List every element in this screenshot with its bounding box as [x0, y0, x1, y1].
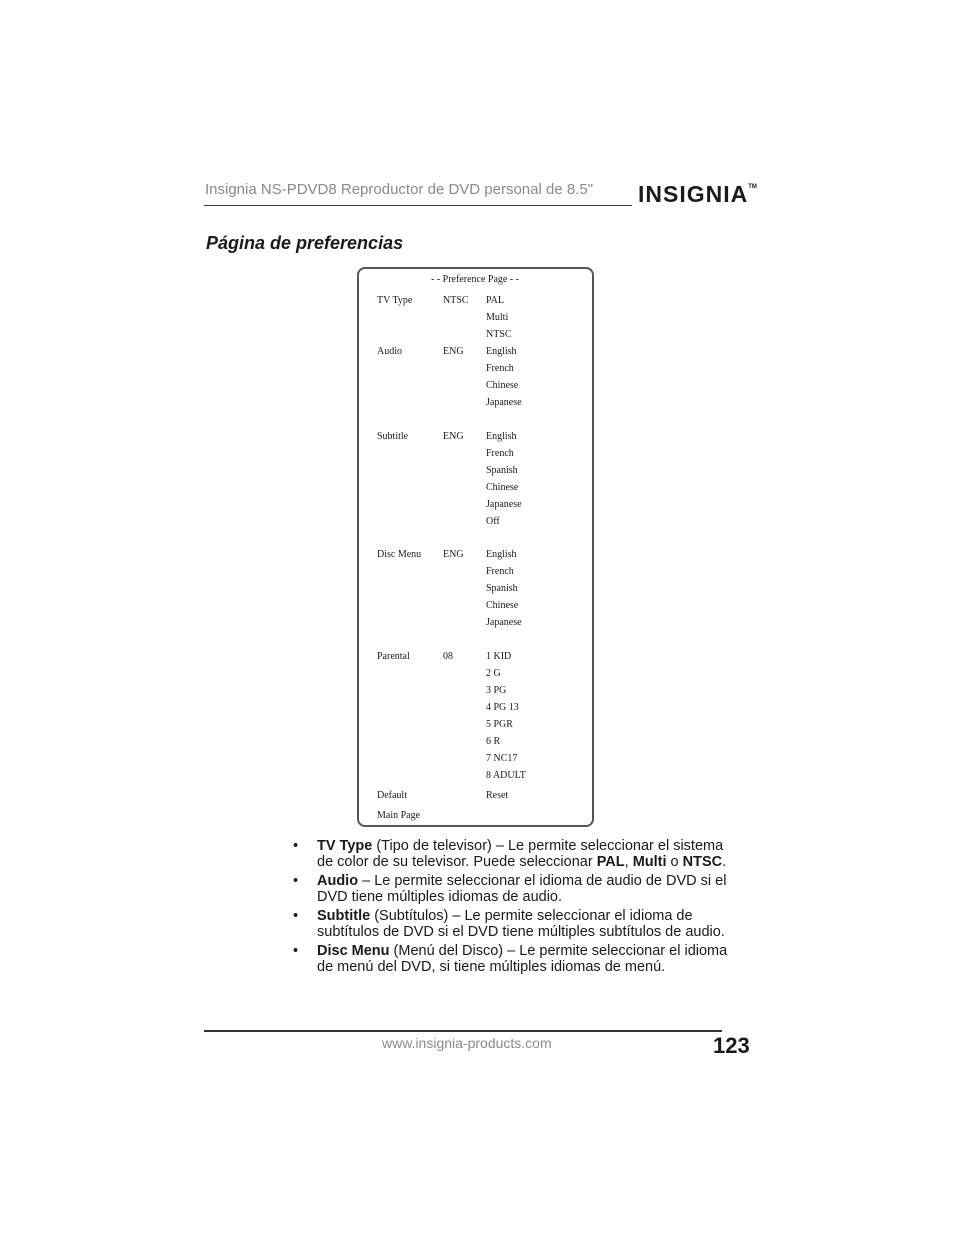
menu-row-option: 4 PG 13 [486, 702, 519, 713]
menu-row-option: Japanese [486, 397, 522, 408]
menu-row-current-value: NTSC [443, 295, 469, 306]
logo-text: INSIGNIA [638, 181, 749, 207]
menu-row-option: Reset [486, 790, 509, 801]
bullet-text: (Tipo de televisor) – Le permite seleccionar el sistema de color de su televisor. Puede seleccionar [317, 838, 724, 870]
footer-rule [204, 1030, 722, 1032]
menu-row-current-value: ENG [443, 549, 464, 560]
menu-title: - - Preference Page - - [431, 274, 520, 285]
logo-trademark: TM [748, 184, 757, 190]
menu-row-label: Default [377, 790, 407, 801]
menu-row-option: Japanese [486, 499, 522, 510]
bullet-dot-icon: • [293, 908, 299, 924]
bullet-item [293, 838, 743, 870]
bullet-text: (Subtítulos) – Le permite seleccionar el idioma de subtítulos de DVD si el DVD tiene múltiples subtítulos de audio. [317, 908, 725, 940]
bullet-text: , [624, 854, 633, 870]
menu-row-option: 2 G [486, 668, 501, 679]
menu-row-option: English [486, 431, 517, 442]
menu-row-option: 3 PG [486, 685, 507, 696]
menu-row-option: Chinese [486, 482, 519, 493]
section-heading: Página de preferencias [206, 233, 404, 253]
bullet-bold-term: NTSC [682, 854, 723, 870]
bullet-text: – Le permite seleccionar el idioma de audio de DVD si el DVD tiene múltiples idiomas de audio. [317, 873, 727, 905]
bullet-item [293, 908, 743, 940]
menu-row-label: Subtitle [377, 431, 409, 442]
menu-row-label: TV Type [377, 295, 413, 306]
menu-row-option: Spanish [486, 583, 518, 594]
bullet-item [293, 943, 743, 975]
menu-row-option: 8 ADULT [486, 770, 526, 781]
menu-row-label: Disc Menu [377, 549, 422, 560]
bullet-dot-icon: • [293, 838, 299, 854]
header-title: Insignia NS-PDVD8 Reproductor de DVD personal de 8.5" [205, 181, 594, 198]
menu-row-option: Spanish [486, 465, 518, 476]
menu-row-label: Parental [377, 651, 410, 662]
menu-row-option: 5 PGR [486, 719, 513, 730]
header-rule [204, 205, 632, 206]
bullet-bold-term: Multi [632, 854, 667, 870]
menu-row-label: Audio [377, 346, 402, 357]
menu-row-option: English [486, 346, 517, 357]
bullet-bold-term: Audio [317, 873, 359, 889]
bullet-dot-icon: • [293, 873, 299, 889]
bullet-bold-term: Disc Menu [317, 943, 390, 959]
menu-row-current-value: ENG [443, 431, 464, 442]
footer-url: www.insignia-products.com [382, 1035, 552, 1051]
menu-row-option: French [486, 448, 514, 459]
menu-row-option: PAL [486, 295, 504, 306]
bullet-bold-term: Subtitle [317, 908, 371, 924]
menu-row-option: NTSC [486, 329, 512, 340]
menu-row-option: Off [486, 516, 500, 527]
menu-row-label: Main Page [377, 810, 421, 821]
menu-row-option: Chinese [486, 380, 519, 391]
menu-row-option: Japanese [486, 617, 522, 628]
bullet-text: . [722, 854, 727, 870]
menu-row-option: French [486, 566, 514, 577]
bullet-dot-icon: • [293, 943, 299, 959]
bullet-list [293, 838, 743, 978]
menu-row-option: Multi [486, 312, 509, 323]
bullet-text: (Menú del Disco) – Le permite seleccionar el idioma de menú del DVD, si tiene múltiples idiomas de menú. [317, 943, 728, 975]
menu-row-current-value: 08 [443, 651, 453, 662]
menu-row-option: French [486, 363, 514, 374]
bullet-bold-term: TV Type [317, 838, 373, 854]
page-number: 123 [713, 1033, 750, 1058]
bullet-item [293, 873, 743, 905]
menu-row-option: 7 NC17 [486, 753, 518, 764]
insignia-logo [638, 181, 757, 208]
menu-row-option: 1 KID [486, 651, 512, 662]
menu-row-option: English [486, 549, 517, 560]
menu-row-option: Chinese [486, 600, 519, 611]
menu-row-current-value: ENG [443, 346, 464, 357]
bullet-text: o [666, 854, 683, 870]
bullet-bold-term: PAL [596, 854, 625, 870]
menu-row-option: 6 R [486, 736, 501, 747]
